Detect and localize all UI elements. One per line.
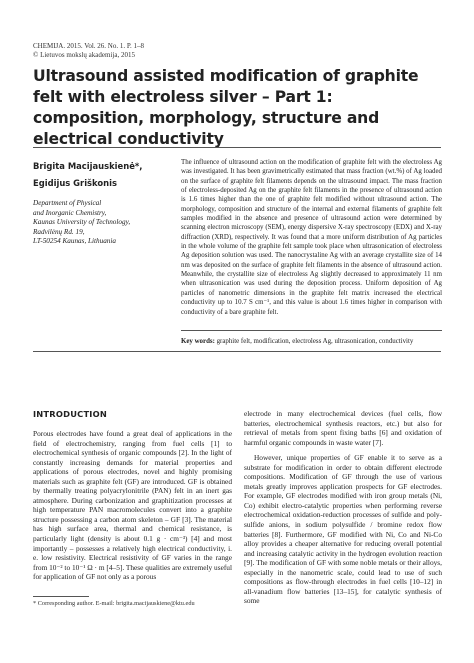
affiliation-line: LT-50254 Kaunas, Lithuania	[33, 237, 116, 246]
intro-column-right	[244, 409, 442, 606]
footnote-rule	[33, 596, 89, 597]
keywords-rule-top	[181, 330, 442, 331]
journal-copyright: © Lietuvos mokslų akademija, 2015	[33, 51, 135, 59]
keywords-label: Key words:	[181, 338, 215, 345]
abstract-text: The influence of ultrasound action on the modification of graphite felt with the electroless Ag was investigated. It has been gravimetrically estimated that mass fraction (wt.%) of Ag loaded on the surface of graphite felt filaments depends on the ultrasound impact. The mass fraction of electroless-deposited Ag on the graphite felt filaments in the presence of ultrasound action is 1.6 times higher than the one of graphite felt modified without ultrasound action. The morphology, composition and structure of the internal and external filaments of graphite felt samples modified in the absence and presence of ultrasound action were determined by scanning electron microscopy (SEM), energy dispersive X-ray spectroscopy (EDX) and X-ray diffraction (XRD), respectively. It was found that a more uniform distribution of Ag particles in the whole volume of the graphite felt sample took place when ultrasonication of electroless Ag deposition solution was used. The nanocrystaline Ag with an average crystallite size of 14 nm was deposited on the surface of graphite felt filaments in the absence of ultrasound action. Meanwhile, the crystallite size of electroless Ag slightly decreased to approximately 11 nm when ultrasonication was used during the deposition process. Uniform deposition of Ag particles of nanometric dimensions in the graphite felt matrix increased the electrical conductivity up to 10.7 S cm⁻¹, and this value is about 1.6 times higher in comparison with conductivity of a bare graphite felt.	[181, 159, 442, 316]
keywords-rule-bottom	[33, 351, 441, 352]
intro-paragraph: However, unique properties of GF enable it to serve as a substrate for modification in order to obtain different electrode compositions. Modification of GF through the use of various metals greatly improves application prospects for GF electrodes. For example, GF electrodes modified with iron group metals (Ni, Co) exhibit electro-catalytic properties when performing reverse electrochemical oxidation-reduction processes of sulfide and poly-sulfide anions, in sodium polysulfide / bromine redox flow batteries [8]. Furthermore, GF modified with Ni, Co and Ni-Co alloy provides a cheaper alternative for reducing overall potential and increasing catalytic activity in the hydrogen evolution reaction [9]. The modification of GF with some noble metals or their alloys, especially in the nanometric scale, could lead to use of such compositions as flow-through electrodes in fuel cells [10–12] in all-vanadium flow batteries [13–15], for catalytic synthesis of some	[244, 453, 442, 606]
affiliation-line: Kaunas University of Technology,	[33, 218, 131, 227]
affiliation-line: Radvilėnų Rd. 19,	[33, 227, 85, 236]
keywords	[181, 337, 442, 346]
journal-info	[33, 42, 144, 60]
affiliation	[33, 199, 168, 247]
author-name: Brigita Macijauskienė*,	[33, 161, 143, 171]
journal-citation: CHEMIJA. 2015. Vol. 26. No. 1. P. 1–8	[33, 42, 144, 50]
affiliation-line: and Inorganic Chemistry,	[33, 208, 107, 217]
title-rule	[33, 147, 441, 148]
section-heading: INTRODUCTION	[33, 409, 107, 419]
intro-column-left: Porous electrodes have found a great deal of applications in the field of electrochemistry, ranging from fuel cells [1] to electrochemical synthesis of organic compounds [2]. In the light of constantly increasing demands for material properties and applications of porous electrodes, novel and highly promising materials such as graphite felt (GF) are introduced. GF is obtained by thermally treating polyacrylonitrile (PAN) felt in an inert gas atmosphere. During carbonization and graphitization processes at high temperature PAN macromolecules convert into a graphite structure possessing a carbon atom skeleton – GF [3]. The material has high surface area, thermal and chemical resistance, is particularly light (density is about 0.1 g · cm⁻³) [4] and most importantly – possesses a relatively high electrical conductivity, i. e. low resistivity. Electrical resistivity of GF varies in the range from 10⁻² to 10⁻¹ Ω · m [4–5]. These qualities are extremely useful for application of GF not only as a porous	[33, 429, 232, 582]
affiliation-line: Department of Physical	[33, 199, 102, 207]
author-name: Egidijus Griškonis	[33, 178, 117, 188]
footnote: * Corresponding author. E-mail: brigita.macijauskiene@ktu.edu	[33, 600, 195, 607]
paper-title: Ultrasound assisted modification of graphite felt with electroless silver – Part 1: composition, morphology, structure and electrical conductivity	[33, 67, 419, 148]
author-list	[33, 158, 168, 192]
intro-paragraph: electrode in many electrochemical devices (fuel cells, flow batteries, electrochemical synthesis reactors, etc.) but also for retrieval of metals from spent fixing baths [6] and oxidation of harmful organic compounds in waste water [7].	[244, 409, 442, 447]
keywords-text: graphite felt, modification, electroless Ag, ultrasonication, conductivity	[216, 338, 414, 345]
